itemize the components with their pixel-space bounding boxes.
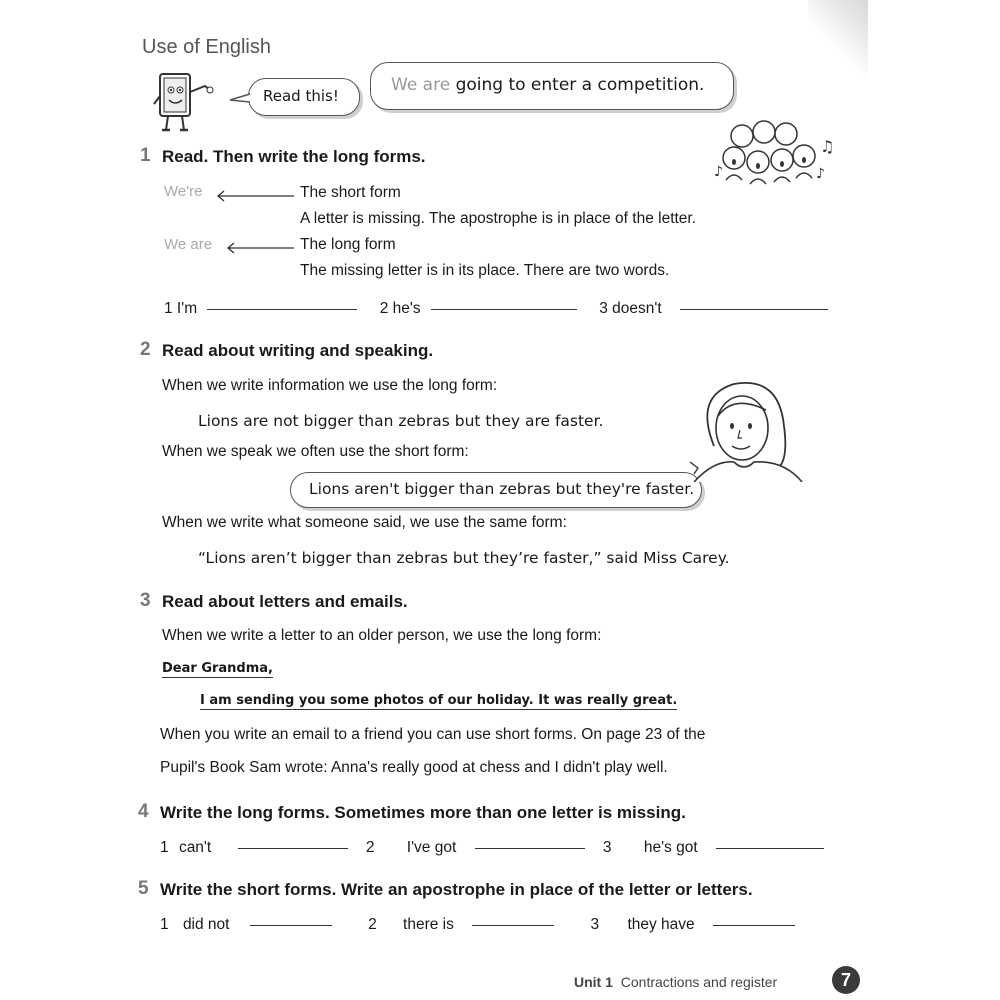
short-form-title: The short form — [300, 184, 401, 201]
exercise-5-heading: Write the short forms. Write an apostrophe in place of the letter or letters. — [160, 880, 753, 899]
long-form-label: We are — [164, 236, 213, 253]
exercise-1-items — [164, 300, 864, 318]
exercise-5-item-2: there is — [403, 916, 454, 933]
answer-line-4-2[interactable] — [475, 847, 585, 849]
book-mascot-icon — [150, 66, 220, 136]
speech-bubble — [290, 472, 702, 508]
exercise-1-item-1: 1 I'm — [164, 300, 198, 317]
exercise-4-number: 4 — [138, 801, 149, 822]
footer-unit — [574, 974, 777, 990]
exercise-2-example-3: “Lions aren’t bigger than zebras but they’re faster,” said Miss Carey. — [198, 549, 730, 567]
exercise-5-number: 5 — [138, 878, 149, 899]
exercise-1-heading: Read. Then write the long forms. — [162, 147, 426, 166]
exercise-3-number: 3 — [140, 590, 151, 611]
exercise-4-item-number-3: 3 — [602, 839, 612, 856]
exercise-2-heading: Read about writing and speaking. — [162, 341, 434, 360]
exercise-2-example-1: Lions are not bigger than zebras but they are faster. — [198, 412, 604, 430]
worksheet-page — [128, 0, 868, 1000]
footer-topic: Contractions and register — [620, 974, 778, 990]
exercise-4-item-2: I've got — [406, 839, 457, 856]
exercise-1-number: 1 — [140, 145, 151, 166]
exercise-2-line-2: When we speak we often use the short form: — [162, 443, 469, 460]
long-form-desc: The missing letter is in its place. There are two words. — [300, 262, 670, 279]
left-arrow-icon — [214, 190, 296, 202]
exercise-5-items — [160, 916, 795, 934]
footer-unit-label: Unit 1 — [574, 974, 613, 990]
answer-line-1-1[interactable] — [207, 308, 357, 310]
answer-line-1-2[interactable] — [431, 308, 577, 310]
answer-line-5-3[interactable] — [713, 924, 795, 926]
exercise-5-item-number-2: 2 — [368, 916, 377, 933]
letter-greeting: Dear Grandma, — [162, 661, 273, 676]
short-form-desc: A letter is missing. The apostrophe is in place of the letter. — [300, 210, 697, 227]
teacher-illustration — [684, 376, 806, 482]
svg-text:♫: ♫ — [820, 137, 835, 156]
exercise-4-items — [160, 839, 824, 857]
exercise-4-item-number-2: 2 — [365, 839, 375, 856]
exercise-3-line-1: When we write a letter to an older person, we use the long form: — [162, 627, 602, 644]
exercise-4-item-number-1: 1 — [160, 839, 169, 856]
answer-line-5-2[interactable] — [472, 924, 554, 926]
exercise-2-line-3: When we write what someone said, we use the same form: — [162, 514, 567, 531]
read-this-label: Read this! — [263, 87, 339, 105]
long-form-title: The long form — [300, 236, 396, 253]
exercise-2-number: 2 — [140, 339, 151, 360]
exercise-2-line-1: When we write information we use the long form: — [162, 377, 498, 394]
svg-text:♪: ♪ — [816, 166, 825, 182]
exercise-1-item-3: 3 doesn't — [599, 300, 662, 317]
exercise-4-heading: Write the long forms. Sometimes more than one letter is missing. — [160, 803, 686, 822]
exercise-5-item-3: they have — [627, 916, 695, 933]
exercise-5-item-number-3: 3 — [590, 916, 600, 933]
exercise-1-item-2: 2 he's — [379, 300, 421, 317]
short-form-label: We're — [164, 183, 203, 200]
left-arrow-icon — [224, 242, 296, 254]
answer-line-1-3[interactable] — [680, 308, 828, 310]
bubble-tail — [228, 88, 252, 108]
example-sentence-bubble — [370, 62, 734, 110]
svg-text:♪: ♪ — [714, 164, 723, 180]
section-title: Use of English — [142, 36, 271, 58]
answer-line-5-1[interactable] — [250, 924, 332, 926]
exercise-3-line-3: Pupil's Book Sam wrote: Anna's really good at chess and I didn't play well. — [160, 759, 668, 776]
example-rest: going to enter a competition. — [455, 75, 705, 95]
example-prefix: We are — [391, 75, 451, 95]
page-corner-shadow — [808, 0, 868, 80]
letter-body: I am sending you some photos of our holiday. It was really great. — [200, 693, 678, 708]
exercise-3-line-2: When you write an email to a friend you can use short forms. On page 23 of the — [160, 726, 706, 743]
speech-text: Lions aren't bigger than zebras but they're faster. — [309, 480, 695, 498]
read-this-bubble — [248, 78, 360, 116]
exercise-4-item-3: he's got — [643, 839, 698, 856]
answer-line-4-3[interactable] — [716, 847, 824, 849]
example-sentence — [391, 75, 704, 95]
answer-line-4-1[interactable] — [238, 847, 348, 849]
exercise-5-item-1: did not — [182, 916, 230, 933]
page-number: 7 — [832, 966, 860, 994]
exercise-5-item-number-1: 1 — [160, 916, 169, 933]
exercise-3-heading: Read about letters and emails. — [162, 592, 408, 611]
singers-illustration — [712, 118, 840, 190]
exercise-4-item-1: can't — [178, 839, 212, 856]
